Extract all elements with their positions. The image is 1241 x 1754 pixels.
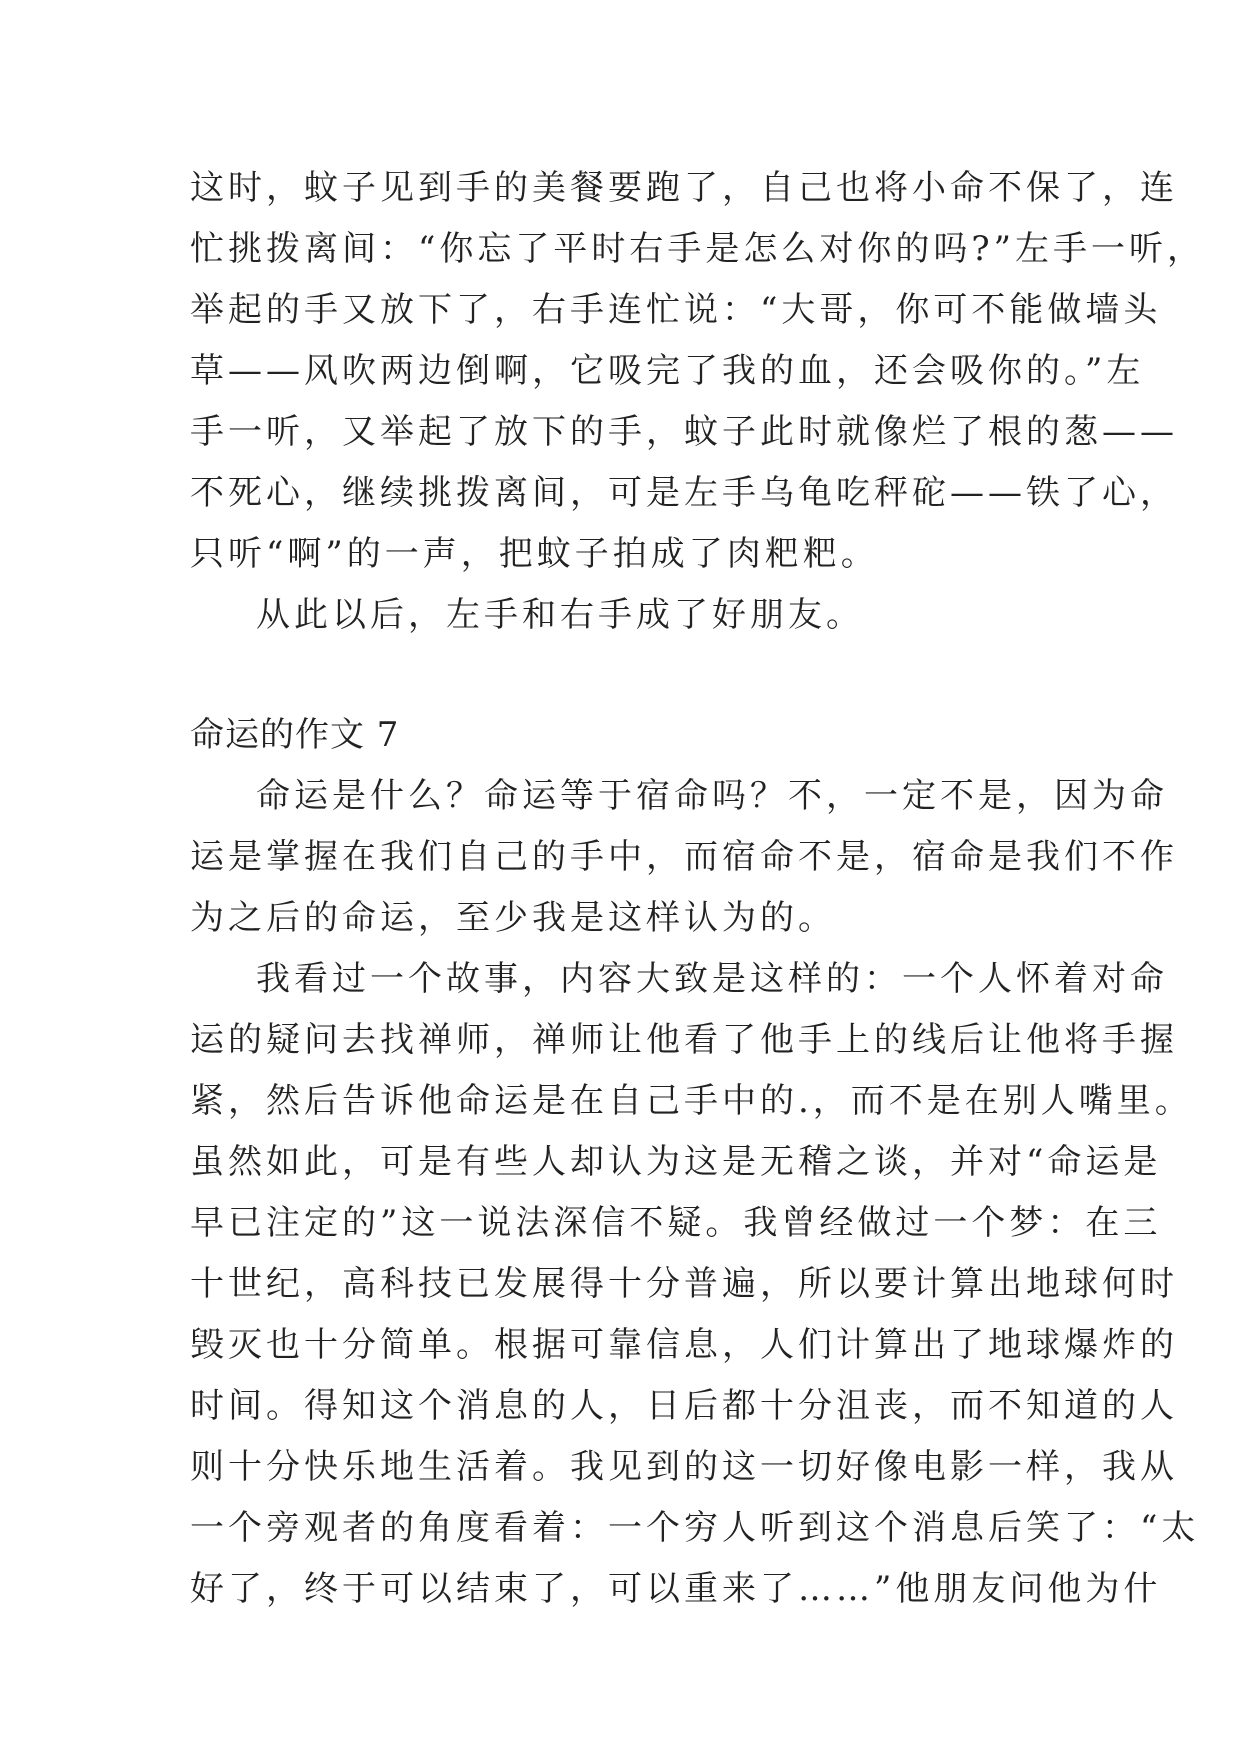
essay-paragraph-2 [190,949,1200,1620]
text-line: 时间。得知这个消息的人，日后都十分沮丧，而不知道的人 [190,1386,1178,1426]
text-line: 这时，蚊子见到手的美餐要跑了，自己也将小命不保了，连 [190,168,1178,208]
text-line: 不死心，继续挑拨离间，可是左手乌龟吃秤砣——铁了心， [190,473,1178,513]
closing-paragraph [190,585,1070,646]
text-line: 毁灭也十分简单。根据可靠信息，人们计算出了地球爆炸的 [190,1325,1178,1365]
text-line: 十世纪，高科技已发展得十分普遍，所以要计算出地球何时 [190,1264,1178,1304]
text-line: 早已注定的”这一说法深信不疑。我曾经做过一个梦：在三 [190,1203,1162,1243]
text-line: 手一听，又举起了放下的手，蚊子此时就像烂了根的葱—— [190,412,1178,452]
section-heading: 命运的作文 7 [190,715,400,755]
text-line: 从此以后，左手和右手成了好朋友。 [256,595,864,635]
story-paragraph [190,158,1205,585]
essay-paragraph-1 [190,766,1178,949]
text-line: 运是掌握在我们自己的手中，而宿命不是，宿命是我们不作 [190,837,1178,877]
document-body [190,158,1205,1620]
text-line: 虽然如此，可是有些人却认为这是无稽之谈，并对“命运是 [190,1142,1162,1182]
section-spacer [190,646,1070,705]
text-line: 举起的手又放下了，右手连忙说：“大哥，你可不能做墙头 [190,290,1162,330]
text-line: 忙挑拨离间：“你忘了平时右手是怎么对你的吗?”左手一听， [190,229,1205,269]
text-line: 则十分快乐地生活着。我见到的这一切好像电影一样，我从 [190,1447,1178,1487]
text-line: 为之后的命运，至少我是这样认为的。 [190,898,836,938]
text-line: 我看过一个故事，内容大致是这样的：一个人怀着对命 [256,959,1168,999]
text-line: 紧，然后告诉他命运是在自己手中的.，而不是在别人嘴里。 [190,1081,1193,1121]
text-line: 运的疑问去找禅师，禅师让他看了他手上的线后让他将手握 [190,1020,1178,1060]
text-line: 好了，终于可以结束了，可以重来了……”他朋友问他为什 [190,1569,1162,1609]
text-line: 命运是什么？命运等于宿命吗？不，一定不是，因为命 [256,776,1168,816]
text-line: 一个旁观者的角度看着：一个穷人听到这个消息后笑了：“太 [190,1508,1200,1548]
text-line: 草——风吹两边倒啊，它吸完了我的血，还会吸你的。”左 [190,351,1145,391]
text-line: 只听“啊”的一声，把蚊子拍成了肉粑粑。 [190,534,879,574]
